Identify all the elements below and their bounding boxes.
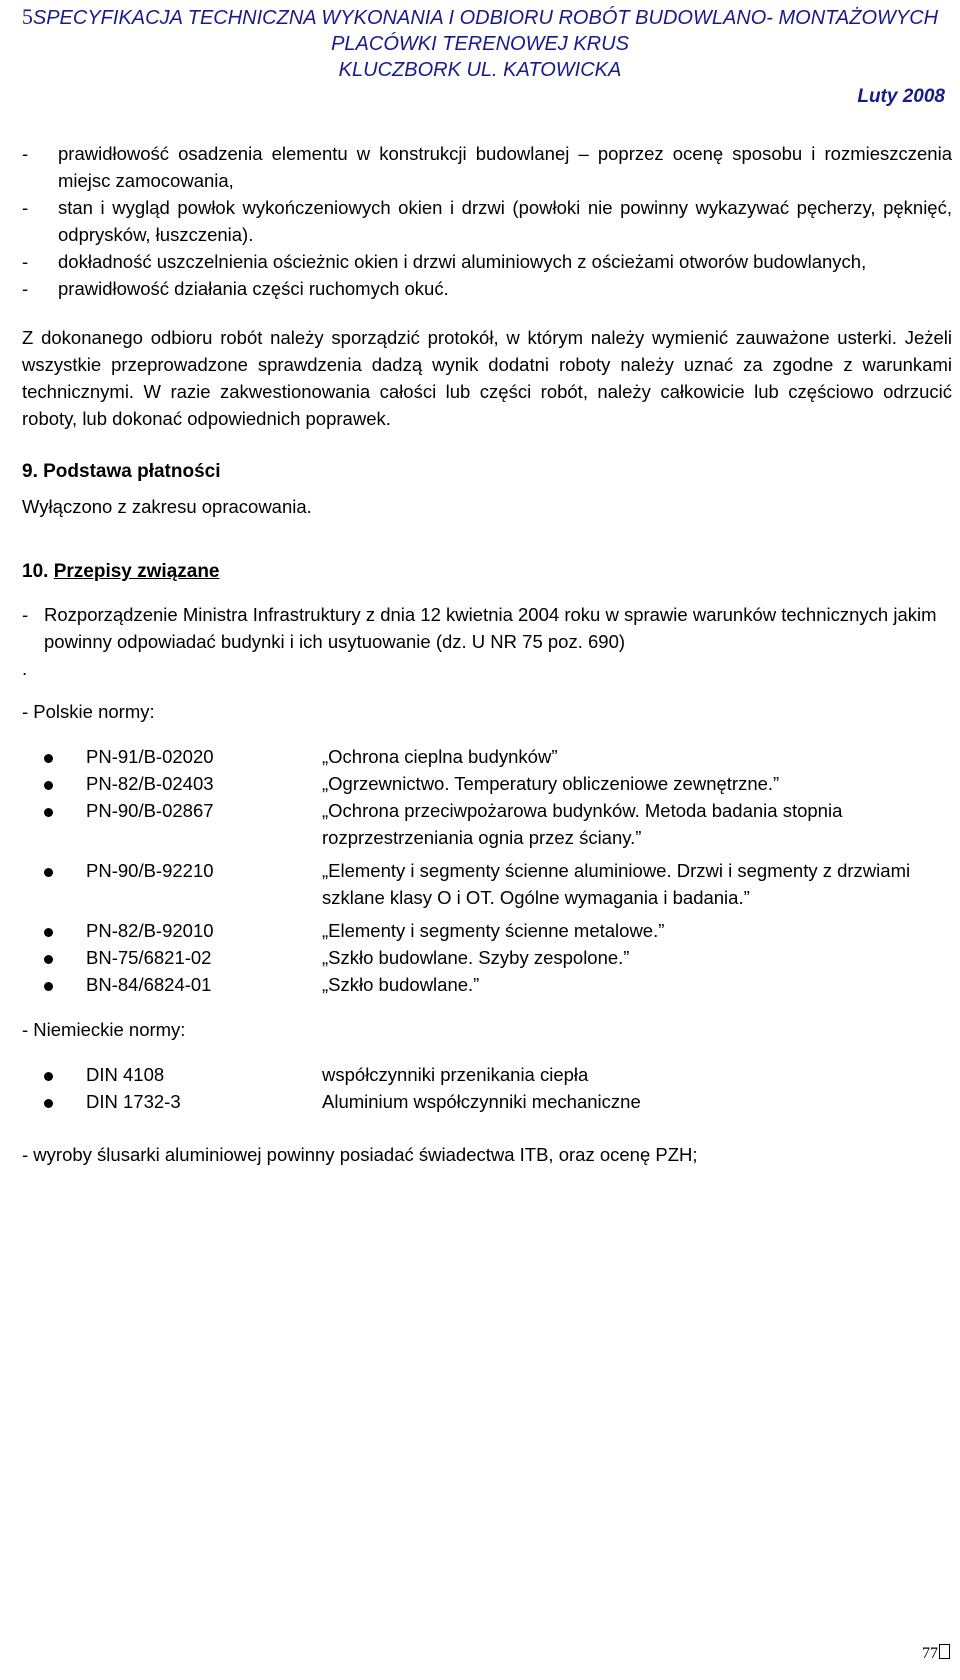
norm-item: DIN 4108 współczynniki przenikania ciepła bbox=[22, 1061, 952, 1088]
bullet-icon bbox=[22, 857, 86, 911]
norm-item: PN-82/B-92010 „Elementy i segmenty ścienne metalowe.” bbox=[22, 917, 952, 944]
polish-norms-list bbox=[22, 743, 952, 998]
header-line-3: KLUCZBORK UL. KATOWICKA bbox=[338, 59, 622, 81]
german-norms-label: - Niemieckie normy: bbox=[22, 1019, 186, 1040]
header-page-number: 5 bbox=[21, 4, 33, 29]
norm-item: PN-82/B-02403 „Ogrzewnictwo. Temperatury obliczeniowe zewnętrzne.” bbox=[22, 770, 952, 797]
norm-item: PN-90/B-92210 „Elementy i segmenty ścienne aluminiowe. Drzwi i segmenty z drzwiami szklane klasy O i OT. Ogólne wymagania i badania.” bbox=[22, 857, 952, 911]
regulation-item: - Rozporządzenie Ministra Infrastruktury z dnia 12 kwietnia 2004 roku w sprawie warunków technicznych jakim powinny odpowiadać budynki i ich usytuowanie (dz. U NR 75 poz. 690) bbox=[22, 604, 937, 652]
header-line-1 bbox=[10, 4, 950, 31]
bullet-icon bbox=[22, 917, 86, 944]
final-note: - wyroby ślusarki aluminiowej powinny posiadać świadectwa ITB, oraz ocenę PZH; bbox=[22, 1144, 698, 1165]
section-9-text: Wyłączono z zakresu opracowania. bbox=[22, 496, 312, 517]
page-header bbox=[10, 4, 950, 83]
bullet-icon bbox=[22, 743, 86, 770]
norm-item: BN-75/6821-02 „Szkło budowlane. Szyby zespolone.” bbox=[22, 944, 952, 971]
norm-item: BN-84/6824-01 „Szkło budowlane.” bbox=[22, 971, 952, 998]
norm-item: DIN 1732-3 Aluminium współczynniki mechaniczne bbox=[22, 1088, 952, 1115]
section-9-heading: 9. Podstawa płatności bbox=[22, 461, 221, 482]
check-item: - stan i wygląd powłok wykończeniowych okien i drzwi (powłoki nie powinny wykazywać pęcherzy, pęknięć, odprysków, łuszczenia). bbox=[22, 197, 952, 245]
checks-list bbox=[22, 140, 952, 302]
check-item: - prawidłowość działania części ruchomych okuć. bbox=[22, 278, 449, 299]
polish-norms-label: - Polskie normy: bbox=[22, 701, 155, 722]
check-item: - dokładność uszczelnienia ościeżnic okien i drzwi aluminiowych z ościeżami otworów budowlanych, bbox=[22, 251, 867, 272]
header-title: SPECYFIKACJA TECHNICZNA WYKONANIA I ODBIORU ROBÓT BUDOWLANO- MONTAŻOWYCH bbox=[32, 7, 939, 29]
norm-item: PN-91/B-02020 „Ochrona cieplna budynków” bbox=[22, 743, 952, 770]
bullet-icon bbox=[22, 797, 86, 851]
document-body bbox=[22, 140, 952, 1168]
bullet-icon bbox=[22, 971, 86, 998]
acceptance-paragraph: Z dokonanego odbioru robót należy sporządzić protokół, w którym należy wymienić zauważone usterki. Jeżeli wszystkie przeprowadzone sprawdzenia dadzą wynik dodatni roboty należy uznać za zgodne z warunkami technicznymi. W razie zakwestionowania całości lub części robót, należy całkowicie lub częściowo odrzucić roboty, lub dokonać odpowiednich poprawek. bbox=[22, 327, 952, 429]
footer-page-number: 77 bbox=[922, 1645, 938, 1662]
bullet-icon bbox=[22, 1088, 86, 1115]
header-date: Luty 2008 bbox=[857, 86, 945, 107]
bullet-icon bbox=[22, 1061, 86, 1088]
norm-item: PN-90/B-02867 „Ochrona przeciwpożarowa budynków. Metoda badania stopnia rozprzestrzeniania ognia przez ściany.” bbox=[22, 797, 952, 851]
header-line-2: PLACÓWKI TERENOWEJ KRUS bbox=[331, 33, 629, 55]
section-10-heading: 10. Przepisy związane bbox=[22, 561, 220, 582]
page-footer bbox=[922, 1644, 950, 1663]
german-norms-list bbox=[22, 1061, 952, 1115]
bullet-icon bbox=[22, 944, 86, 971]
regulation-dot: . bbox=[22, 658, 28, 679]
check-item: - prawidłowość osadzenia elementu w konstrukcji budowlanej – poprzez ocenę sposobu i rozmieszczenia miejsc zamocowania, bbox=[22, 143, 952, 191]
bullet-icon bbox=[22, 770, 86, 797]
missing-glyph-icon bbox=[939, 1644, 950, 1659]
